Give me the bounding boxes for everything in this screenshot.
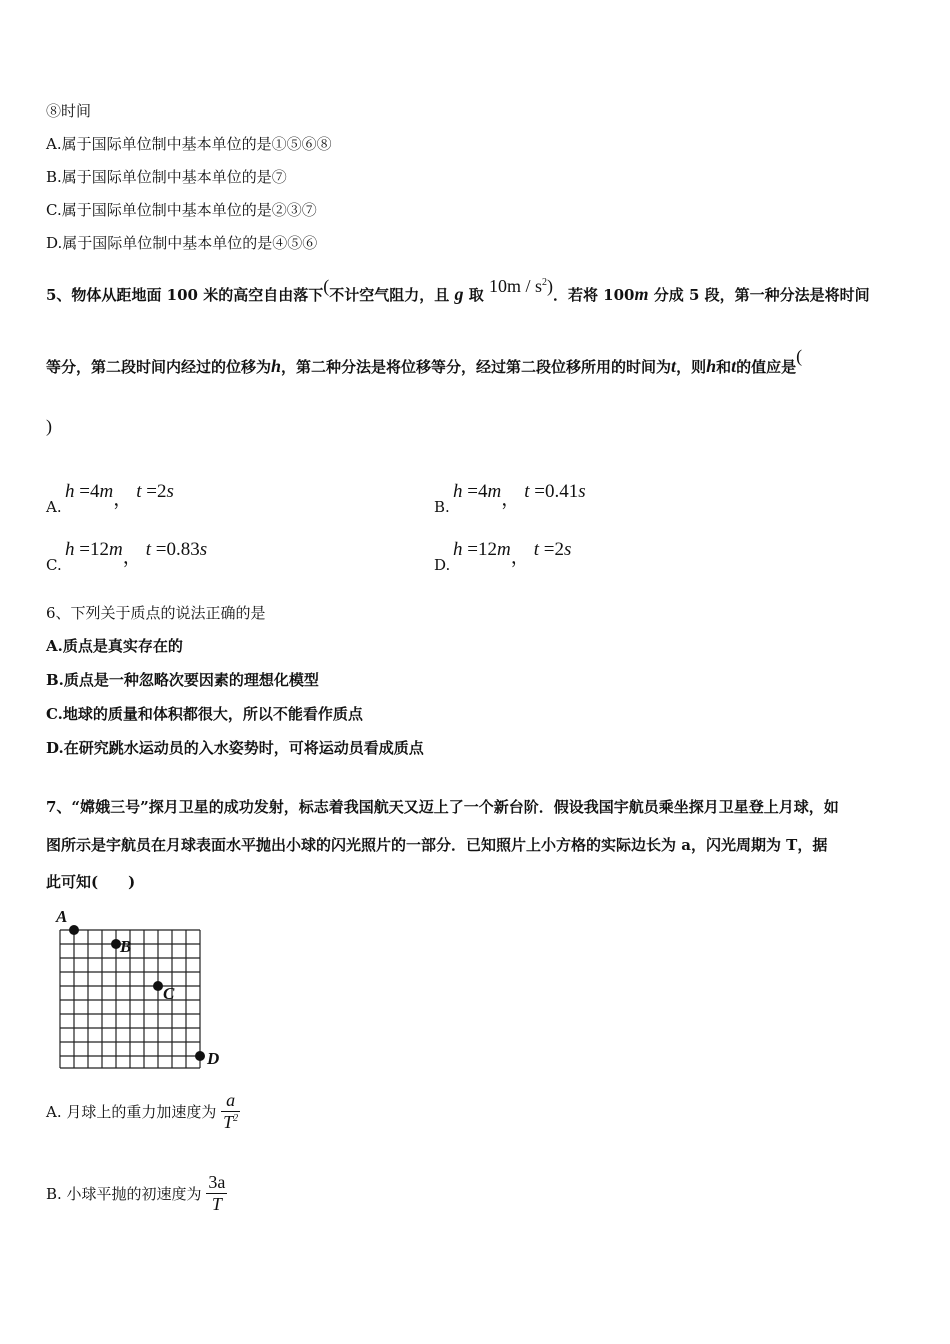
q6-option-a: A.质点是真实存在的 bbox=[46, 637, 183, 655]
q7-stem-line2: 图所示是宇航员在月球表面水平抛出小球的闪光照片的一部分．已知照片上小方格的实际边长为 a，闪光周期为 T，据 bbox=[46, 836, 828, 854]
q4-option-c: C.属于国际单位制中基本单位的是②③⑦ bbox=[46, 201, 317, 219]
q7-option-a-fraction: $\frac{a}{T^2}$ bbox=[223, 1090, 239, 1132]
label-c: C bbox=[163, 984, 175, 1003]
q5-stem-line2: 等分，第二段时间内经过的位移为h，第二种分法是将位移等分，经过第二段位移所用的时间为t，则h和t的值应是( bbox=[46, 346, 803, 376]
q7-option-b-fraction: $\frac{3a}{T}$ bbox=[208, 1172, 226, 1214]
q6-option-d: D.在研究跳水运动员的入水姿势时，可将运动员看成质点 bbox=[46, 739, 424, 757]
label-b: B bbox=[120, 937, 132, 956]
q5-stem-line1: 5、物体从距地面 100 米的高空自由落下(不计空气阻力，且 g 取 $10m / s^2$)．若将 100m 分成 5 段，第一种分法是将时间 bbox=[46, 276, 870, 304]
q5-close-paren: ) bbox=[46, 416, 52, 436]
q7-stem-line1: 7、“嫦娥三号”探月卫星的成功发射，标志着我国航天又迈上了一个新台阶．假设我国宇航员乘坐探月卫星登上月球，如 bbox=[46, 798, 839, 816]
q7-option-a: A. 月球上的重力加速度为 $\frac{a}{T^2}$ bbox=[46, 1090, 239, 1132]
point-c bbox=[153, 981, 163, 991]
label-a: A bbox=[56, 907, 68, 926]
q6-option-b: B.质点是一种忽略次要因素的理想化模型 bbox=[46, 671, 319, 689]
q7-stem-line3: 此可知( ) bbox=[46, 873, 136, 891]
q6-option-c: C.地球的质量和体积都很大，所以不能看作质点 bbox=[46, 705, 363, 723]
point-d bbox=[195, 1051, 205, 1061]
label-d: D bbox=[207, 1049, 220, 1068]
q4-option-d: D.属于国际单位制中基本单位的是④⑤⑥ bbox=[46, 234, 318, 252]
q7-option-b: B. 小球平抛的初速度为 $\frac{3a}{T}$ bbox=[46, 1172, 226, 1214]
flash-photo-grid bbox=[50, 905, 230, 1075]
q4-item-8: ⑧时间 bbox=[46, 102, 92, 120]
q4-option-a: A.属于国际单位制中基本单位的是①⑤⑥⑧ bbox=[46, 135, 332, 153]
point-a bbox=[69, 925, 79, 935]
q6-stem: 6、下列关于质点的说法正确的是 bbox=[46, 604, 266, 622]
q4-option-b: B.属于国际单位制中基本单位的是⑦ bbox=[46, 168, 287, 186]
